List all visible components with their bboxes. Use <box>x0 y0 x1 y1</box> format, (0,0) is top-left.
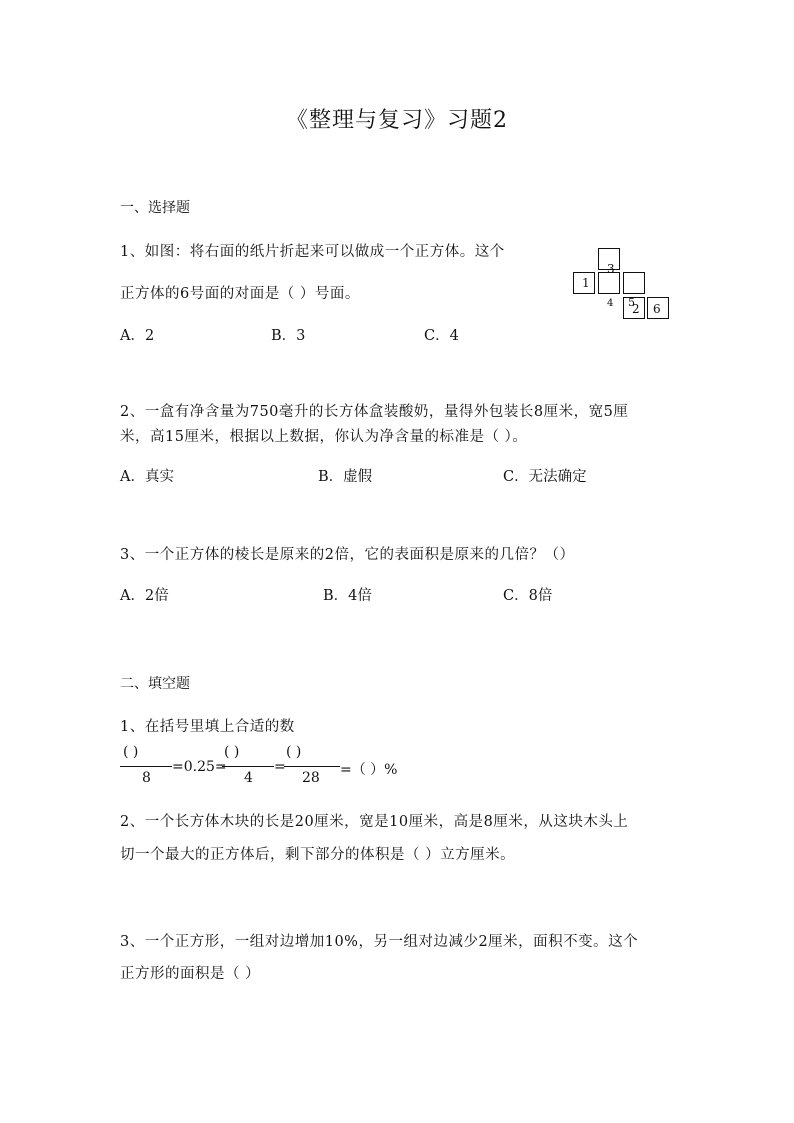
q1-option-a: A．2 <box>120 328 155 344</box>
q3-text-line1: 3、一个正方体的棱长是原来的2倍，它的表面积是原来的几倍？（） <box>120 547 575 563</box>
fill-q3-text-line2: 正方形的面积是（ ） <box>120 966 261 982</box>
frac1-denominator: 8 <box>142 770 151 786</box>
q1-option-c: C．4 <box>424 328 459 344</box>
frac3-numerator[interactable]: ( ) <box>286 744 302 760</box>
fill-q1-text: 1、在括号里填上合适的数 <box>120 719 295 735</box>
net-label: 4 <box>607 298 614 309</box>
q3-option-a: A．2倍 <box>120 588 169 604</box>
frac3-bar <box>284 766 340 767</box>
fraction-equation <box>120 744 440 794</box>
net-label: 1 <box>582 276 590 290</box>
net-cell <box>623 272 645 294</box>
q1-option-b: B．3 <box>271 328 306 344</box>
section-heading-choice: 一、选择题 <box>120 200 190 216</box>
q1-text-line1: 1、如图：将右面的纸片折起来可以做成一个正方体。这个 <box>120 244 505 260</box>
q2-text-line2: 米，高15厘米，根据以上数据，你认为净含量的标准是（ ）。 <box>120 429 528 445</box>
q3-option-b: B．4倍 <box>323 588 372 604</box>
equals-sign: = <box>274 759 286 775</box>
frac1-numerator[interactable]: ( ) <box>123 744 139 760</box>
equals-decimal: =0.25= <box>172 759 227 775</box>
q2-option-b: B．虚假 <box>318 469 373 485</box>
frac2-denominator: 4 <box>244 770 253 786</box>
net-label: 2 <box>632 302 640 316</box>
fill-q3-text-line1: 3、一个正方形，一组对边增加10%，另一组对边减少2厘米，面积不变。这个 <box>120 934 639 950</box>
fill-q2-text-line1: 2、一个长方体木块的长是20厘米，宽是10厘米，高是8厘米，从这块木头上 <box>120 814 629 830</box>
page-title: 《整理与复习》习题2 <box>286 108 508 133</box>
frac2-bar <box>222 766 274 767</box>
q3-option-c: C．8倍 <box>503 588 553 604</box>
net-label: 5 <box>628 296 635 309</box>
fill-q2-text-line2: 切一个最大的正方体后，剩下部分的体积是（ ）立方厘米。 <box>120 847 516 863</box>
q1-text-line2: 正方体的6号面的对面是（ ）号面。 <box>120 286 360 302</box>
frac1-bar <box>120 766 172 767</box>
q2-text-line1: 2、一盒有净含量为750毫升的长方体盒装酸奶，量得外包装长8厘米，宽5厘 <box>120 404 629 420</box>
frac2-numerator[interactable]: ( ) <box>224 744 240 760</box>
section-heading-fill: 二、填空题 <box>120 676 190 692</box>
net-label: 6 <box>653 302 661 316</box>
q2-option-a: A．真实 <box>120 469 174 485</box>
q2-option-c: C．无法确定 <box>503 469 587 485</box>
percent-blank[interactable]: =（ ）% <box>340 762 398 778</box>
net-label: 3 <box>607 262 615 276</box>
frac3-denominator: 28 <box>302 770 320 786</box>
cube-net-diagram <box>573 248 673 323</box>
